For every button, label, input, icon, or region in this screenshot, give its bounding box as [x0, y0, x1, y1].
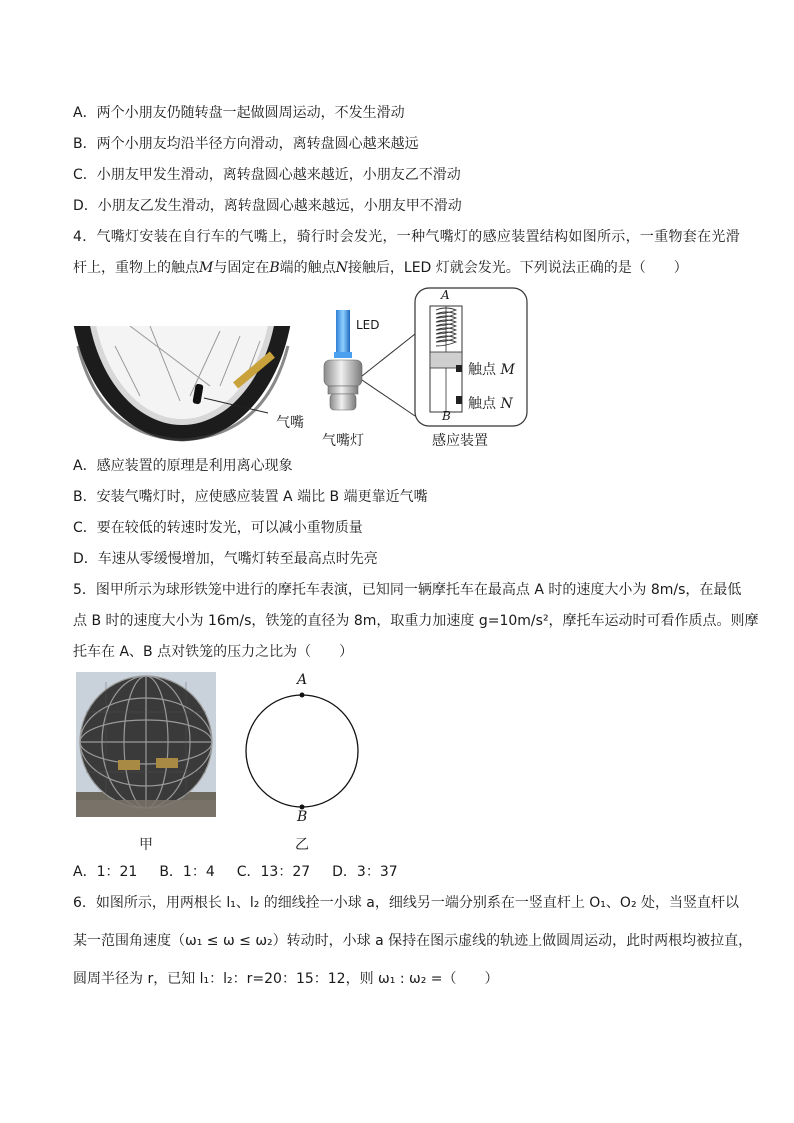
q6-stem-line3: 圆周半径为 r，已知 l₁：l₂：r=20：15：12，则 ω₁ : ω₂ =（ ） [73, 971, 499, 987]
label-b: B [297, 809, 308, 825]
led-label: LED [356, 318, 380, 332]
led-tube [336, 310, 350, 354]
q5-stem-line2: 点 B 时的速度大小为 16m/s，铁笼的直径为 8m，取重力加速度 g=10m/s²，摩托车运动时可看作质点。则摩 [73, 613, 759, 629]
cage-photo-figure [76, 672, 216, 817]
q3-option-b: B．两个小朋友均沿半径方向滑动，离转盘圆心越来越远 [73, 136, 419, 152]
q3-option-c: C．小朋友甲发生滑动，离转盘圆心越来越近，小朋友乙不滑动 [73, 167, 461, 183]
point-a [300, 693, 305, 698]
q5-option-a: A．1：21 [73, 864, 138, 880]
q4-option-c: C．要在较低的转速时发光，可以减小重物质量 [73, 520, 363, 536]
q4-option-a: A．感应装置的原理是利用离心现象 [73, 458, 293, 474]
q3-option-a: A．两个小朋友仍随转盘一起做圆周运动，不发生滑动 [73, 105, 405, 121]
contact-m-label: 触点 M [468, 362, 515, 378]
q5-options [73, 862, 420, 882]
caption-yi: 乙 [295, 837, 309, 853]
q5-stem-line3: 托车在 A、B 点对铁笼的压力之比为（ ） [73, 644, 354, 660]
valve-label: 气嘴 [276, 415, 304, 431]
q5-stem-line1: 5．图甲所示为球形铁笼中进行的摩托车表演，已知同一辆摩托车在最高点 A 时的速度大小为 8m/s，在最低 [73, 582, 742, 598]
label-a: A [297, 672, 308, 688]
lamp-body [324, 360, 362, 386]
bicycle-wheel-figure [70, 326, 300, 446]
contact-m [456, 365, 462, 372]
device-caption: 感应装置 [432, 433, 488, 449]
q4-stem-line2: 杆上，重物上的触点M与固定在B端的触点N接触后，LED 灯就会发光。下列说法正确的是（ ） [73, 260, 688, 276]
motorbike-2 [156, 758, 178, 768]
caption-jia: 甲 [139, 837, 153, 853]
lamp-label: 气嘴灯 [322, 433, 364, 449]
q4-option-b: B．安装气嘴灯时，应使感应装置 A 端比 B 端更靠近气嘴 [73, 489, 428, 505]
q6-stem-line1: 6．如图所示，用两根长 l₁、l₂ 的细线拴一小球 a，细线另一端分别系在一竖直杆上 O₁、O₂ 处，当竖直杆以 [73, 895, 740, 911]
device-label-a: A [441, 288, 450, 302]
device-label-b: B [442, 409, 451, 423]
q4-stem-line1: 4．气嘴灯安装在自行车的气嘴上，骑行时会发光，一种气嘴灯的感应装置结构如图所示，一重物套在光滑 [73, 229, 741, 245]
motorbike-1 [118, 760, 140, 770]
q5-option-b: B．1：4 [159, 864, 215, 880]
circle-diagram [238, 688, 368, 818]
q5-option-c: C．13：27 [236, 864, 311, 880]
q6-stem-line2: 某一范围角速度（ω₁ ≤ ω ≤ ω₂）转动时，小球 a 保持在图示虚线的轨迹上做圆周运动，此时两根均被拉直， [73, 933, 753, 949]
q4-option-d: D．车速从零缓慢增加，气嘴灯转至最高点时先亮 [73, 551, 378, 567]
contact-n [456, 396, 462, 404]
q5-option-d: D．3：37 [332, 864, 398, 880]
contact-n-label: 触点 N [468, 396, 513, 412]
q3-option-d: D．小朋友乙发生滑动，离转盘圆心越来越远，小朋友甲不滑动 [73, 198, 462, 214]
